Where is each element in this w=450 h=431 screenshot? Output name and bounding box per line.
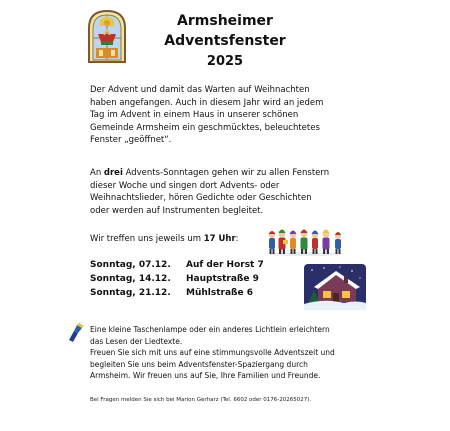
sundays-text: An [90,168,104,178]
meeting-time-value: 17 Uhr [203,234,236,244]
advent-window-icon [86,8,128,64]
date-place: Mühlstraße 6 [186,288,253,298]
sundays-line: Weihnachtslieder, hören Gedichte oder Geschichten [90,193,312,203]
flashlight-note [90,324,390,347]
sundays-line [90,167,350,180]
closing-line: Freuen Sie sich mit uns auf eine stimmungsvolle Adventszeit und [90,348,335,357]
sundays-text: Advents-Sonntagen gehen wir zu allen Fenstern [122,168,330,178]
sundays-paragraph [90,167,350,217]
closing-line: begleiten Sie uns beim Adventsfenster-Spaziergang durch [90,359,308,369]
intro-line: haben angefangen. Auch in diesem Jahr wird an jedem [90,97,324,108]
dates-list [90,258,264,300]
intro-line: Tag im Advent in einem Haus in unserer schönen [90,110,299,120]
flashlight-icon [66,322,86,346]
date-place: Hauptstraße 9 [186,274,259,284]
meeting-text: Wir treffen uns jeweils um [90,234,204,244]
meeting-text: : [235,234,239,244]
sundays-line: oder werden auf Instrumenten begleitet. [90,205,264,216]
intro-line: Gemeinde Armsheim ein geschmücktes, beleuchtetes [90,122,320,133]
closing-line: Armsheim. Wir freuen uns auf Sie, Ihre Familien und Freunde. [90,371,321,380]
note-line: das Lesen der Liedtexte. [90,336,183,346]
date-place: Auf der Horst 7 [186,260,264,270]
date-row [90,286,264,300]
contact-footer: Bei Fragen melden Sie sich bei Marion Gerharz (Tel. 6602 oder 0176-20265027). [90,397,312,403]
date-label: Sonntag, 07.12. [90,260,171,270]
date-label: Sonntag, 21.12. [90,288,171,298]
note-line: Eine kleine Taschenlampe oder ein anderes Lichtlein erleichtern [90,325,330,334]
carol-singers-icon [266,226,346,256]
title-year: 2025 [206,54,244,69]
date-label: Sonntag, 14.12. [90,274,171,284]
date-row [90,258,264,272]
snowy-house-icon [304,264,366,310]
intro-line: Der Advent und damit das Warten auf Weihnachten [90,85,310,95]
closing-paragraph [90,347,390,382]
sundays-line: dieser Woche und singen dort Advents- oder [90,180,280,191]
title-line2: Adventsfenster [164,33,286,49]
date-row [90,272,264,286]
sundays-emphasis: drei [103,168,123,178]
title-line1: Armsheimer [177,13,273,29]
intro-line: Fenster „geöffnet“. [90,135,172,145]
intro-paragraph [90,84,350,147]
